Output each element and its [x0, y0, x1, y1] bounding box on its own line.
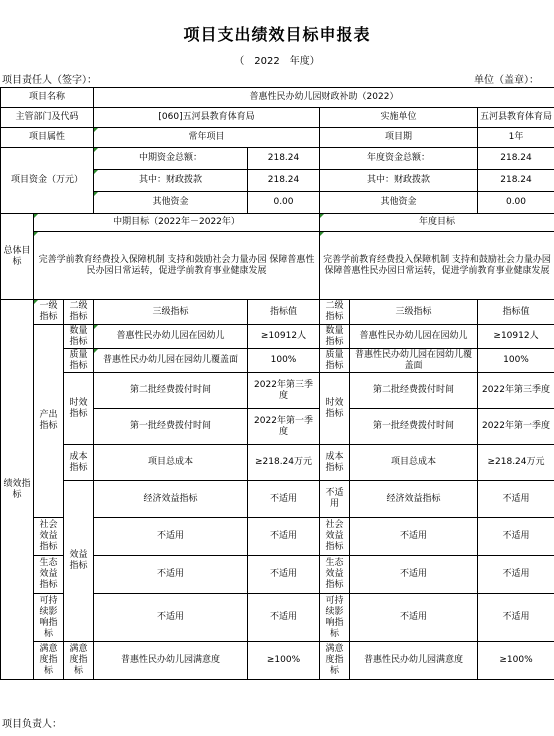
unit-seal-label: 单位（盖章）： [474, 75, 539, 86]
ecological-indicator: 不适用 [94, 556, 248, 594]
row-quality [1, 349, 554, 373]
year-sustainable-label: 可持续影响指标 [320, 594, 350, 642]
year-timeliness-label: 时效指标 [320, 373, 350, 445]
year-satisfaction-value: ≥100% [478, 642, 554, 680]
row-quantity [1, 325, 554, 349]
quality-value: 100% [248, 349, 320, 373]
cost-indicator: 项目总成本 [94, 445, 248, 481]
year-economic-indicator: 不适用 [478, 481, 554, 518]
quantity-label: 数量指标 [64, 325, 94, 349]
year-level3-header: 三级指标 [350, 300, 478, 325]
year-ecological-value: 不适用 [478, 556, 554, 594]
project-period-value: 1年 [478, 128, 554, 148]
year-quality-label: 质量指标 [320, 349, 350, 373]
cost-label: 成本指标 [64, 445, 94, 481]
row-economic [1, 481, 554, 518]
year-sustainable-indicator: 不适用 [350, 594, 478, 642]
form-title: 项目支出绩效目标申报表 [183, 25, 371, 44]
ecological-label: 生态效益指标 [34, 556, 64, 594]
social-value: 不适用 [248, 518, 320, 556]
department-label: 主管部门及代码 [1, 108, 94, 128]
mid-total-label: 中期资金总额： [94, 148, 248, 170]
year-level2-header: 二级指标 [320, 300, 350, 325]
satisfaction-indicator: 普惠性民办幼儿园满意度 [94, 642, 248, 680]
output-indicator-label: 产出指标 [34, 325, 64, 518]
project-funds-label: 项目资金（万元） [1, 148, 94, 214]
year-goal-header: 年度目标 [320, 214, 554, 232]
year-social-indicator: 不适用 [350, 518, 478, 556]
mid-goal-header: 中期目标（2022年－2022年） [34, 214, 320, 232]
cost-value: ≥218.24万元 [248, 445, 320, 481]
mid-other-value: 0.00 [248, 192, 320, 214]
project-attribute-value: 常年项目 [94, 128, 320, 148]
economic-value: 不适用 [320, 481, 350, 518]
year-total-value: 218.24 [478, 148, 554, 170]
ecological-value: 不适用 [248, 556, 320, 594]
time-first-value: 2022年第一季度 [248, 409, 320, 445]
benefit-indicator-label: 效益指标 [64, 481, 94, 642]
mid-fiscal-value: 218.24 [248, 170, 320, 192]
timeliness-label: 时效指标 [64, 373, 94, 445]
year-quality-indicator: 普惠性民办幼儿园在园幼儿覆盖面 [350, 349, 478, 373]
quality-label: 质量指标 [64, 349, 94, 373]
performance-indicator-label: 绩效指标 [1, 300, 34, 680]
year-cost-indicator: 项目总成本 [350, 445, 478, 481]
year-other-label: 其他资金 [320, 192, 478, 214]
year-quality-value: 100% [478, 349, 554, 373]
level1-header: 一级指标 [34, 300, 64, 325]
year-quantity-value: ≥10912人 [478, 325, 554, 349]
social-indicator: 不适用 [94, 518, 248, 556]
performance-goal-table [0, 87, 554, 680]
implementing-unit-value: 五河县教育体育局 [478, 108, 554, 128]
year-ecological-label: 生态效益指标 [320, 556, 350, 594]
row-indicator-headers [1, 300, 554, 325]
footer-responsible-label: 项目负责人： [2, 719, 62, 730]
year-ecological-indicator: 不适用 [350, 556, 478, 594]
year-social-value: 不适用 [478, 518, 554, 556]
year-value-header: 指标值 [478, 300, 554, 325]
project-period-label: 项目期 [320, 128, 478, 148]
implementing-unit-label: 实施单位 [320, 108, 478, 128]
row-funds-total [1, 148, 554, 170]
row-department [1, 108, 554, 128]
year-time-first-indicator: 第一批经费拨付时间 [350, 409, 478, 445]
economic-indicator: 不适用 [248, 481, 320, 518]
quantity-value: ≥10912人 [248, 325, 320, 349]
department-value: [060]五河县教育体育局 [94, 108, 320, 128]
year-other-value: 0.00 [478, 192, 554, 214]
value-header: 指标值 [248, 300, 320, 325]
year-social-label: 社会效益指标 [320, 518, 350, 556]
year-quantity-indicator: 普惠性民办幼儿园在园幼儿 [350, 325, 478, 349]
mid-other-label: 其他资金 [94, 192, 248, 214]
year-quantity-label: 数量指标 [320, 325, 350, 349]
sustainable-indicator: 不适用 [94, 594, 248, 642]
year-time-first-value: 2022年第一季度 [478, 409, 554, 445]
time-second-indicator: 第二批经费拨付时间 [94, 373, 248, 409]
project-name-label: 项目名称 [1, 88, 94, 108]
year-cost-value: ≥218.24万元 [478, 445, 554, 481]
row-attribute [1, 128, 554, 148]
row-cost [1, 445, 554, 481]
quality-indicator: 普惠性民办幼儿园在园幼儿覆盖面 [94, 349, 248, 373]
year-cost-label: 成本指标 [320, 445, 350, 481]
year-satisfaction-indicator: 普惠性民办幼儿园满意度 [350, 642, 478, 680]
year-goal-text: 完善学前教育经费投入保障机制 支持和鼓励社会力量办园 保障普惠性民办园日常运转，促进学前教育事业健康发展 [320, 232, 554, 300]
project-responsible-label: 项目责任人（签字）： [2, 75, 97, 86]
form-year: （ 2022 年度） [234, 56, 320, 67]
year-sustainable-value: 不适用 [478, 594, 554, 642]
year-time-second-value: 2022年第三季度 [478, 373, 554, 409]
time-first-indicator: 第一批经费拨付时间 [94, 409, 248, 445]
row-project-name [1, 88, 554, 108]
sustainable-value: 不适用 [248, 594, 320, 642]
project-name-value: 普惠性民办幼儿园财政补助（2022） [94, 88, 554, 108]
year-total-label: 年度资金总额： [320, 148, 478, 170]
row-goal-headers [1, 214, 554, 232]
satisfaction-value: ≥100% [248, 642, 320, 680]
sustainable-label: 可持续影响指标 [34, 594, 64, 642]
year-fiscal-value: 218.24 [478, 170, 554, 192]
time-second-value: 2022年第三季度 [248, 373, 320, 409]
row-goal-text [1, 232, 554, 300]
mid-total-value: 218.24 [248, 148, 320, 170]
social-label: 社会效益指标 [34, 518, 64, 556]
mid-goal-text: 完善学前教育经费投入保障机制 支持和鼓励社会力量办园 保障普惠性民办园日常运转，促进学前教育事业健康发展 [34, 232, 320, 300]
mid-fiscal-label: 其中：财政拨款 [94, 170, 248, 192]
project-attribute-label: 项目属性 [1, 128, 94, 148]
year-satisfaction-label: 满意度指标 [320, 642, 350, 680]
quantity-indicator: 普惠性民办幼儿园在园幼儿 [94, 325, 248, 349]
row-time-second [1, 373, 554, 409]
year-economic-label: 经济效益指标 [350, 481, 478, 518]
level2-header: 二级指标 [64, 300, 94, 325]
year-fiscal-label: 其中：财政拨款 [320, 170, 478, 192]
level3-header: 三级指标 [94, 300, 248, 325]
overall-goal-label: 总体目标 [1, 214, 34, 300]
economic-label: 经济效益指标 [94, 481, 248, 518]
year-time-second-indicator: 第二批经费拨付时间 [350, 373, 478, 409]
satisfaction-label: 满意度指标 [64, 642, 94, 680]
satisfaction-level1-label: 满意度指标 [34, 642, 64, 680]
row-satisfaction [1, 642, 554, 680]
